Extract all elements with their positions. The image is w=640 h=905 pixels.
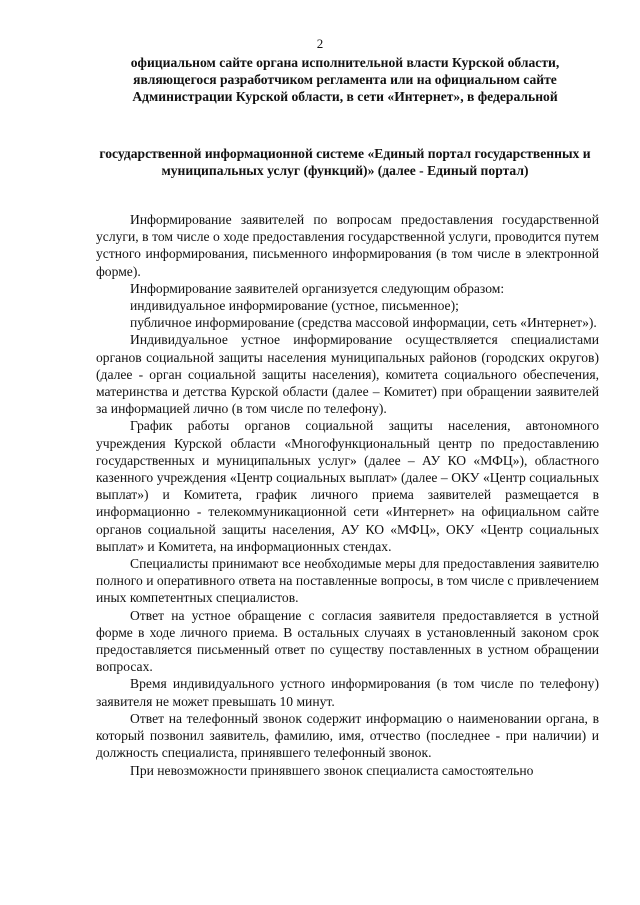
- paragraph: При невозможности принявшего звонок специалиста самостоятельно: [130, 762, 534, 778]
- paragraph: Информирование заявителей организуется следующим образом:: [130, 280, 505, 296]
- page-number: 2: [316, 36, 324, 51]
- paragraph: Ответ на устное обращение с согласия заявителя предоставляется в устной форме в ходе личного приема. В остальных случаях в установленный законом срок предоставляется письменный ответ по существу поставленных в устном обращении вопросах.: [96, 607, 599, 675]
- paragraph: публичное информирование (средства массовой информации, сеть «Интернет»).: [130, 315, 597, 331]
- paragraph: График работы органов социальной защиты населения, автономного учреждения Курской области «Многофункциональный центр по предоставлению государственных и муниципальных услуг» (далее – АУ КО «МФЦ»), областного казенного учреждения «Центр социальных выплат» (далее – ОКУ «Центр социальных выплат») и Комитета, график личного приема заявителей размещается в информационно - телекоммуникационной сети «Интернет» на официальном сайте органов социальной защиты населения, АУ КО «МФЦ», ОКУ «Центр социальных выплат» и Комитета, на информационных стендах.: [96, 418, 599, 554]
- paragraph: индивидуальное информирование (устное, письменное);: [130, 298, 459, 314]
- paragraph: Информирование заявителей по вопросам предоставления государственной услуги, в том числе о ходе предоставления государственной услуги, проводится путем устного информирования, письменного информирования (в том числе в электронной форме).: [96, 212, 599, 279]
- section-heading-2: государственной информационной системе «Единый портал государственных и муниципальных услуг (функций)» (далее - Единый портал): [99, 146, 591, 178]
- paragraph: Ответ на телефонный звонок содержит информацию о наименовании органа, в который позвонил заявитель, фамилию, имя, отчество (последнее - при наличии) и должность специалиста, принявшего телефонный звонок.: [96, 710, 599, 761]
- paragraph: Время индивидуального устного информирования (в том числе по телефону) заявителя не может превышать 10 минут.: [96, 676, 599, 709]
- paragraph: Специалисты принимают все необходимые меры для предоставления заявителю полного и оперативного ответа на поставленные вопросы, в том числе с привлечением иных компетентных специалистов.: [96, 556, 599, 606]
- section-heading-1: официальном сайте органа исполнительной власти Курской области, являющегося разработчиком регламента или на официальном сайте Администрации Курской области, в сети «Интернет», в федеральной: [130, 55, 560, 104]
- paragraph: Индивидуальное устное информирование осуществляется специалистами органов социальной защиты населения муниципальных районов (городских округов) (далее - орган социальной защиты населения), комитета социального обеспечения, материнства и детства Курской области (далее – Комитет) при обращении заявителей за информацией лично (в том числе по телефону).: [96, 332, 599, 417]
- body-text: [96, 211, 599, 779]
